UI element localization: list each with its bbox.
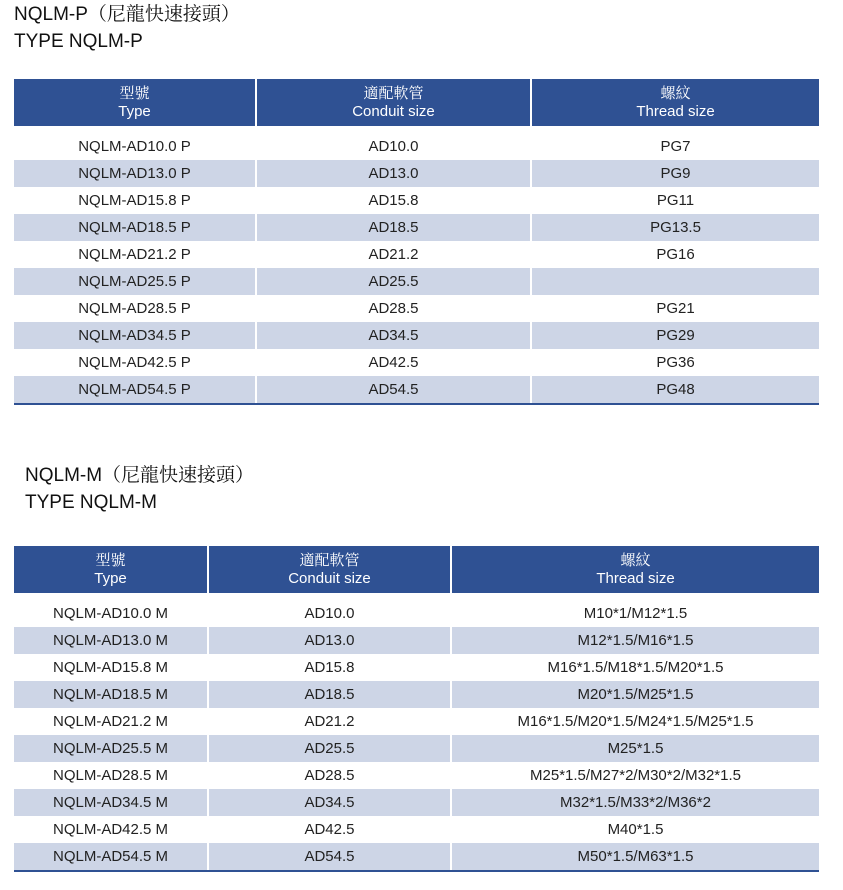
cell-type: NQLM-AD15.8 P — [14, 187, 256, 214]
table-row — [14, 735, 819, 762]
table-row — [14, 762, 819, 789]
cell-thread-size: M12*1.5/M16*1.5 — [451, 627, 819, 654]
col-header-en: Type — [118, 102, 151, 120]
cell-thread-size: M20*1.5/M25*1.5 — [451, 681, 819, 708]
cell-thread-size: PG48 — [531, 376, 819, 404]
cell-conduit-size: AD54.5 — [256, 376, 531, 404]
cell-conduit-size: AD54.5 — [208, 843, 451, 871]
cell-conduit-size: AD21.2 — [256, 241, 531, 268]
cell-thread-size: PG16 — [531, 241, 819, 268]
cell-conduit-size: AD18.5 — [256, 214, 531, 241]
table-header-row — [14, 546, 819, 593]
cell-thread-size: M10*1/M12*1.5 — [451, 600, 819, 627]
cell-thread-size: M16*1.5/M20*1.5/M24*1.5/M25*1.5 — [451, 708, 819, 735]
cell-thread-size: PG36 — [531, 349, 819, 376]
table-row — [14, 241, 819, 268]
col-header-en: Type — [94, 569, 127, 587]
cell-thread-size: M32*1.5/M33*2/M36*2 — [451, 789, 819, 816]
cell-thread-size: M25*1.5 — [451, 735, 819, 762]
cell-thread-size: PG29 — [531, 322, 819, 349]
cell-type: NQLM-AD54.5 P — [14, 376, 256, 404]
cell-type: NQLM-AD13.0 M — [14, 627, 208, 654]
col-header-type — [14, 79, 256, 126]
col-header-thread-size — [531, 79, 819, 126]
cell-type: NQLM-AD34.5 M — [14, 789, 208, 816]
cell-conduit-size: AD25.5 — [208, 735, 451, 762]
section-p-title — [14, 1, 240, 55]
col-header-zh: 型號 — [119, 84, 150, 102]
cell-type: NQLM-AD10.0 P — [14, 133, 256, 160]
table-row — [14, 160, 819, 187]
section-m-title — [25, 462, 254, 516]
cell-type: NQLM-AD54.5 M — [14, 843, 208, 871]
table-row — [14, 843, 819, 871]
cell-type: NQLM-AD18.5 P — [14, 214, 256, 241]
cell-thread-size: PG11 — [531, 187, 819, 214]
cell-conduit-size: AD42.5 — [208, 816, 451, 843]
cell-type: NQLM-AD10.0 M — [14, 600, 208, 627]
table-row — [14, 295, 819, 322]
col-header-en: Conduit size — [288, 569, 371, 587]
cell-conduit-size: AD10.0 — [256, 133, 531, 160]
cell-thread-size — [531, 268, 819, 295]
cell-conduit-size: AD34.5 — [256, 322, 531, 349]
cell-type: NQLM-AD15.8 M — [14, 654, 208, 681]
cell-conduit-size: AD15.8 — [208, 654, 451, 681]
cell-thread-size: M25*1.5/M27*2/M30*2/M32*1.5 — [451, 762, 819, 789]
cell-type: NQLM-AD28.5 M — [14, 762, 208, 789]
cell-conduit-size: AD25.5 — [256, 268, 531, 295]
cell-type: NQLM-AD25.5 P — [14, 268, 256, 295]
table-row — [14, 600, 819, 627]
cell-thread-size: PG13.5 — [531, 214, 819, 241]
cell-thread-size: M40*1.5 — [451, 816, 819, 843]
cell-type: NQLM-AD42.5 P — [14, 349, 256, 376]
cell-thread-size: M16*1.5/M18*1.5/M20*1.5 — [451, 654, 819, 681]
cell-type: NQLM-AD21.2 P — [14, 241, 256, 268]
section-m-title-zh: NQLM-M（尼龍快速接頭） — [25, 465, 255, 486]
cell-conduit-size: AD34.5 — [208, 789, 451, 816]
col-header-en: Thread size — [636, 102, 715, 120]
col-header-en: Thread size — [596, 569, 675, 587]
cell-conduit-size: AD28.5 — [256, 295, 531, 322]
table-row — [14, 708, 819, 735]
table-row — [14, 681, 819, 708]
section-m-title-en: TYPE NQLM-M — [25, 492, 157, 513]
table-row — [14, 133, 819, 160]
cell-conduit-size: AD10.0 — [208, 600, 451, 627]
cell-type: NQLM-AD18.5 M — [14, 681, 208, 708]
col-header-conduit-size — [256, 79, 531, 126]
table-row — [14, 627, 819, 654]
cell-thread-size: PG7 — [531, 133, 819, 160]
cell-thread-size: PG9 — [531, 160, 819, 187]
col-header-thread-size — [451, 546, 819, 593]
cell-thread-size: M50*1.5/M63*1.5 — [451, 843, 819, 871]
col-header-zh: 螺紋 — [660, 84, 691, 102]
col-header-conduit-size — [208, 546, 451, 593]
col-header-zh: 適配軟管 — [299, 551, 360, 569]
cell-conduit-size: AD13.0 — [208, 627, 451, 654]
table-header-row — [14, 79, 819, 126]
table-row — [14, 789, 819, 816]
table-row — [14, 349, 819, 376]
section-p-title-zh: NQLM-P（尼龍快速接頭） — [14, 4, 240, 25]
section-p-title-en: TYPE NQLM-P — [14, 31, 143, 52]
cell-type: NQLM-AD25.5 M — [14, 735, 208, 762]
col-header-zh: 螺紋 — [620, 551, 651, 569]
table-row — [14, 187, 819, 214]
cell-type: NQLM-AD13.0 P — [14, 160, 256, 187]
cell-conduit-size: AD42.5 — [256, 349, 531, 376]
col-header-zh: 適配軟管 — [363, 84, 424, 102]
cell-type: NQLM-AD28.5 P — [14, 295, 256, 322]
col-header-en: Conduit size — [352, 102, 435, 120]
cell-conduit-size: AD13.0 — [256, 160, 531, 187]
spec-table-p — [14, 79, 819, 405]
cell-conduit-size: AD28.5 — [208, 762, 451, 789]
cell-conduit-size: AD21.2 — [208, 708, 451, 735]
table-row — [14, 322, 819, 349]
table-row — [14, 268, 819, 295]
table-row — [14, 214, 819, 241]
cell-type: NQLM-AD21.2 M — [14, 708, 208, 735]
table-row — [14, 654, 819, 681]
spec-table-m — [14, 546, 819, 872]
table-row — [14, 376, 819, 404]
cell-type: NQLM-AD42.5 M — [14, 816, 208, 843]
table-row — [14, 816, 819, 843]
cell-type: NQLM-AD34.5 P — [14, 322, 256, 349]
col-header-zh: 型號 — [95, 551, 126, 569]
col-header-type — [14, 546, 208, 593]
cell-conduit-size: AD15.8 — [256, 187, 531, 214]
cell-thread-size: PG21 — [531, 295, 819, 322]
cell-conduit-size: AD18.5 — [208, 681, 451, 708]
